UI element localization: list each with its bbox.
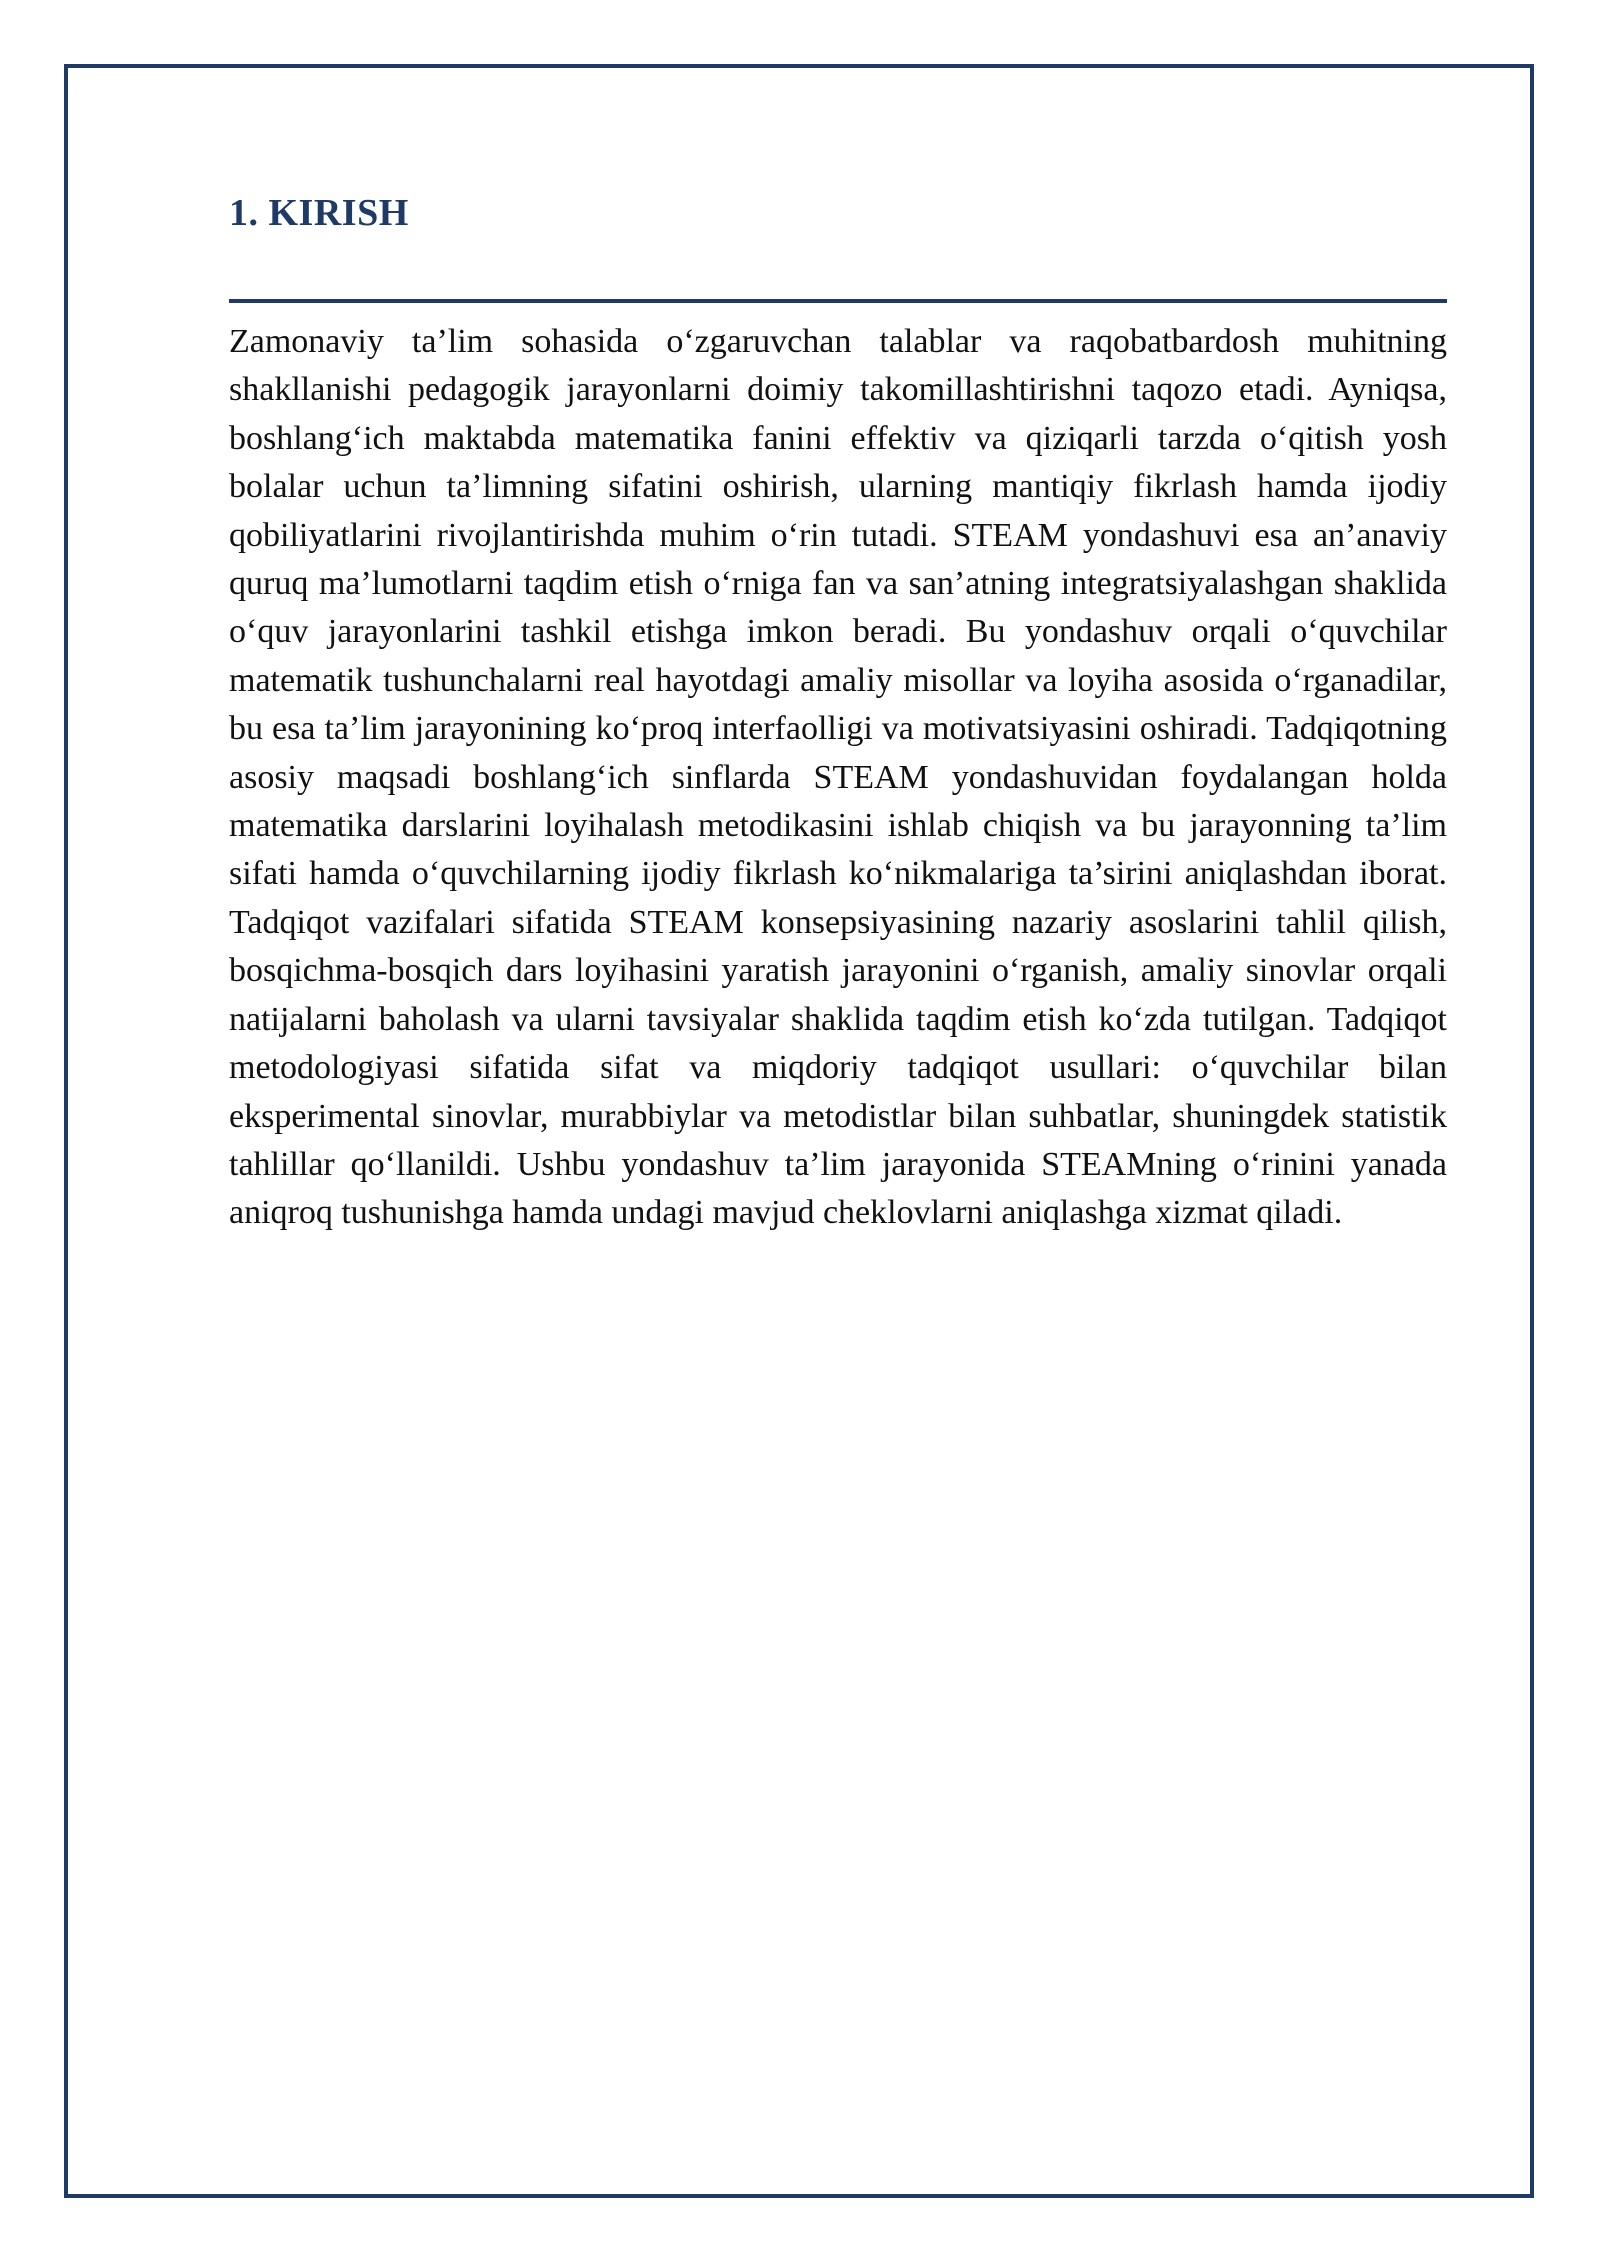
- section-heading: 1. KIRISH: [229, 192, 409, 234]
- intro-paragraph: Zamonaviy ta’lim sohasida o‘zgaruvchan talablar va raqobatbardosh muhitning shakllanishi pedagogik jarayonlarni doimiy takomillashtirishni taqozo etadi. Ayniqsa, boshlang‘ich maktabda matematika fanini effektiv va qiziqarli tarzda o‘qitish yosh bolalar uchun ta’limning sifatini oshirish, ularning mantiqiy fikrlash hamda ijodiy qobiliyatlarini rivojlantirishda muhim o‘rin tutadi. STEAM yondashuvi esa an’anaviy quruq ma’lumotlarni taqdim etish o‘rniga fan va san’atning integratsiyalashgan shaklida o‘quv jarayonlarini tashkil etishga imkon beradi. Bu yondashuv orqali o‘quvchilar matematik tushunchalarni real hayotdagi amaliy misollar va loyiha asosida o‘rganadilar, bu esa ta’lim jarayonining ko‘proq interfaolligi va motivatsiyasini oshiradi. Tadqiqotning asosiy maqsadi boshlang‘ich sinflarda STEAM yondashuvidan foydalangan holda matematika darslarini loyihalash metodikasini ishlab chiqish va bu jarayonning ta’lim sifati hamda o‘quvchilarning ijodiy fikrlash ko‘nikmalariga ta’sirini aniqlashdan iborat. Tadqiqot vazifalari sifatida STEAM konsepsiyasining nazariy asoslarini tahlil qilish, bosqichma-bosqich dars loyihasini yaratish jarayonini o‘rganish, amaliy sinovlar orqali natijalarni baholash va ularni tavsiyalar shaklida taqdim etish ko‘zda tutilgan. Tadqiqot metodologiyasi sifatida sifat va miqdoriy tadqiqot usullari: o‘quvchilar bilan eksperimental sinovlar, murabbiylar va metodistlar bilan suhbatlar, shuningdek statistik tahlillar qo‘llanildi. Ushbu yondashuv ta’lim jarayonida STEAMning o‘rinini yanada aniqroq tushunishga hamda undagi mavjud cheklovlarni aniqlashga xizmat qiladi.: [229, 323, 1447, 1232]
- heading-divider: [229, 299, 1447, 303]
